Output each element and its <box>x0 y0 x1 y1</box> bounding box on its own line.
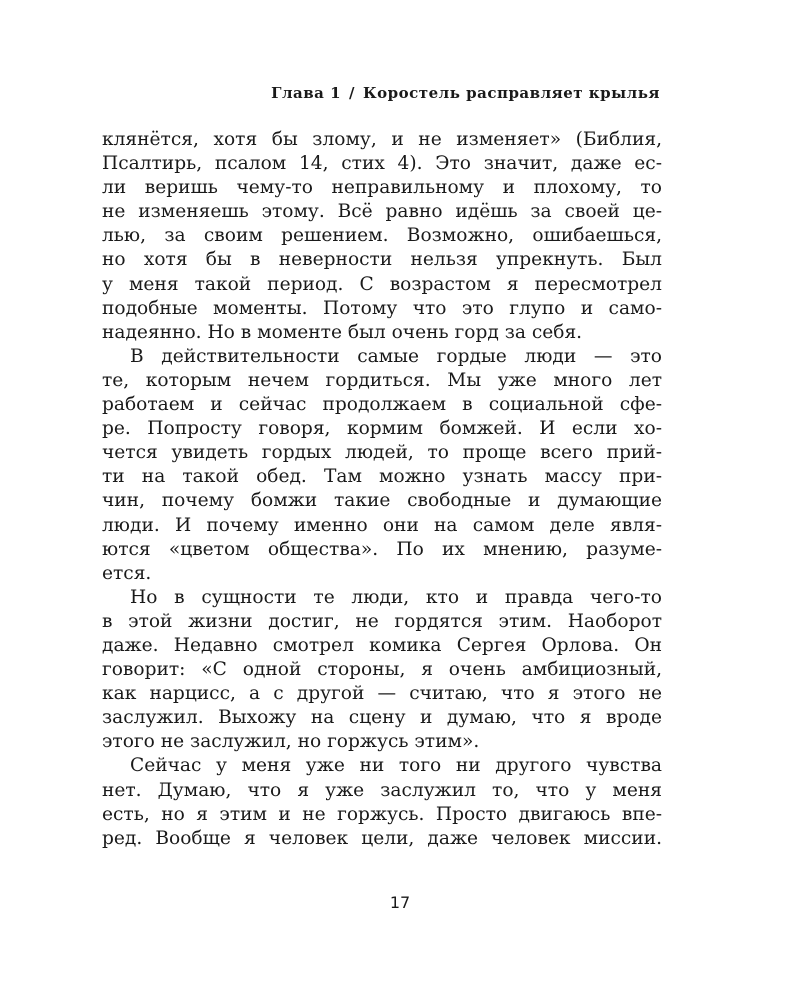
text-line: ре. Попросту говоря, кормим бомжей. И если хо- <box>102 418 662 440</box>
text-line: Псалтирь, псалом 14, стих 4). Это значит, даже ес- <box>102 153 662 175</box>
text-line: у меня такой период. С возрастом я пересмотрел <box>102 273 662 295</box>
text-line: Сейчас у меня уже ни того ни другого чувства <box>130 755 662 777</box>
text-line: люди. И почему именно они на самом деле явля- <box>102 514 662 536</box>
text-line: заслужил. Выхожу на сцену и думаю, что я вроде <box>102 707 662 729</box>
text-line: не изменяешь этому. Всё равно идёшь за своей це- <box>102 201 662 223</box>
text-line: работаем и сейчас продолжаем в социальной сфе- <box>102 394 662 416</box>
running-header <box>271 84 660 102</box>
text-line: даже. Недавно смотрел комика Сергея Орлова. Он <box>102 634 662 656</box>
paragraph <box>102 345 662 586</box>
paragraph <box>102 128 662 345</box>
page-number: 17 <box>389 893 411 912</box>
paragraph <box>102 586 662 755</box>
text-line: нет. Думаю, что я уже заслужил то, что у меня <box>102 779 662 801</box>
chapter-number: Глава 1 <box>271 84 342 102</box>
text-line: чин, почему бомжи такие свободные и думающие <box>102 490 662 512</box>
text-line: клянётся, хотя бы злому, и не изменяет» (Библия, <box>102 129 662 150</box>
text-line: лью, за своим решением. Возможно, ошибаешься, <box>102 225 662 247</box>
text-line: как нарцисс, а с другой — считаю, что я этого не <box>102 683 662 705</box>
header-separator: / <box>349 84 356 102</box>
body-text <box>102 128 662 851</box>
text-line: В действительности самые гордые люди — это <box>130 345 662 367</box>
text-line: подобные моменты. Потому что это глупо и само- <box>102 297 662 319</box>
text-line: ред. Вообще я человек цели, даже человек миссии. <box>102 827 662 849</box>
text-line: Но в сущности те люди, кто и правда чего-то <box>130 586 662 608</box>
text-line: есть, но я этим и не горжусь. Просто двигаюсь впе- <box>102 803 662 825</box>
paragraph <box>102 754 662 850</box>
text-line: ются «цветом общества». По их мнению, разуме- <box>102 538 662 560</box>
text-line: ли веришь чему-то неправильному и плохому, то <box>102 177 662 199</box>
text-line: те, которым нечем гордиться. Мы уже много лет <box>102 369 662 391</box>
text-line: чется увидеть гордых людей, то проще всего прий- <box>102 442 662 464</box>
text-line: надеянно. Но в моменте был очень горд за себя. <box>102 321 583 343</box>
text-line: но хотя бы в неверности нельзя упрекнуть. Был <box>102 249 662 271</box>
text-line: ти на такой обед. Там можно узнать массу при- <box>102 466 662 488</box>
text-line: в этой жизни достиг, не гордятся этим. Наоборот <box>102 610 662 632</box>
text-line: ется. <box>102 562 152 584</box>
text-line: говорит: «С одной стороны, я очень амбициозный, <box>102 659 662 681</box>
chapter-title: Коростель расправляет крылья <box>363 84 660 102</box>
text-line: этого не заслужил, но горжусь этим». <box>102 731 480 753</box>
